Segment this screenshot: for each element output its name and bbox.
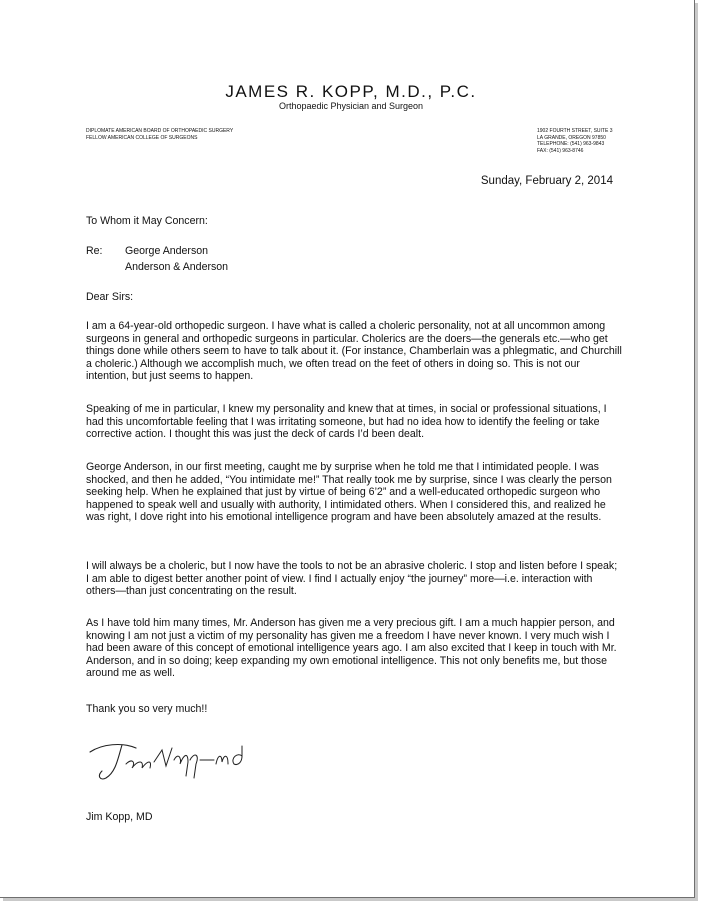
body-paragraph: As I have told him many times, Mr. Anderson has given me a very precious gift. I am a much happier person, and knowing I am not just a victim of my personality has given me a freedom I have never known. I very much wish I had been aware of this concept of emotional intelligence years ago. I am also excited that I keep in touch with Mr. Anderson, and in so doing; keep expanding my own emotional intelligence. This not only benefits me, but those around me as well.	[86, 617, 617, 680]
recipient: To Whom it May Concern:	[86, 215, 208, 227]
address-line: 1902 FOURTH STREET, SUITE 3	[537, 128, 613, 134]
letterhead-name: JAMES R. KOPP, M.D., P.C.	[225, 82, 477, 101]
address-line: LA GRANDE, OREGON 97850	[537, 134, 606, 141]
re-label: Re:	[86, 245, 103, 257]
letterhead-subtitle: Orthopaedic Physician and Surgeon	[278, 101, 424, 111]
letterhead-address	[537, 128, 612, 154]
closing: Thank you so very much!!	[86, 703, 208, 715]
body-paragraph: Speaking of me in particular, I knew my personality and knew that at times, in social or professional situations, I had this uncomfortable feeling that I was irritating someone, but had no idea how to identify the feeling or take corrective action. I thought this was just the deck of cards I’d been dealt.	[86, 403, 607, 441]
body-paragraph: I will always be a choleric, but I now have the tools to not be an abrasive choleric. I stop and listen before I speak; I am able to digest better another point of view. I find I actually enjoy “the journey” more—i.e. interaction with others—than just concentrating on the result.	[86, 560, 618, 598]
credential-line: FELLOW AMERICAN COLLEGE OF SURGEONS	[86, 134, 198, 141]
handwritten-signature	[88, 738, 263, 784]
letter-date: Sunday, February 2, 2014	[480, 175, 613, 187]
body-paragraph: George Anderson, in our first meeting, caught me by surprise when he told me that I intimidated people. I was shocked, and then he added, “You intimidate me!” That really took me by surprise, since I was clearly the person seeking help. When he explained that just by virtue of being 6’2” and a well-educated orthopedic surgeon who happened to speak well and usually with authority, I intimidated others. When I considered this, and realized he was right, I dove right into his emotional intelligence program and have been absolutely amazed at the results.	[86, 461, 612, 524]
credential-line: DIPLOMATE AMERICAN BOARD OF ORTHOPAEDIC SURGERY	[86, 128, 234, 134]
salutation: Dear Sirs:	[86, 291, 134, 303]
re-line-2: Anderson & Anderson	[125, 261, 229, 273]
address-line: TELEPHONE: (541) 963-9843	[537, 141, 605, 147]
letterhead-credentials	[86, 128, 233, 141]
re-line-1: George Anderson	[125, 245, 209, 257]
body-paragraph: I am a 64-year-old orthopedic surgeon. I have what is called a choleric personality, not at all uncommon among surgeons in general and orthopedic surgeons in particular. Cholerics are the doers—the generals etc.—who get things done while others seem to have to talk about it. (For instance, Chamberlain was a phlegmatic, and Churchill a choleric.) Although we accomplish much, we often tread on the feet of others in doing so. This is not our intention, but just seems to happen.	[86, 320, 622, 383]
signer-name: Jim Kopp, MD	[86, 811, 153, 823]
address-line: FAX: (541) 963-8746	[537, 147, 584, 154]
